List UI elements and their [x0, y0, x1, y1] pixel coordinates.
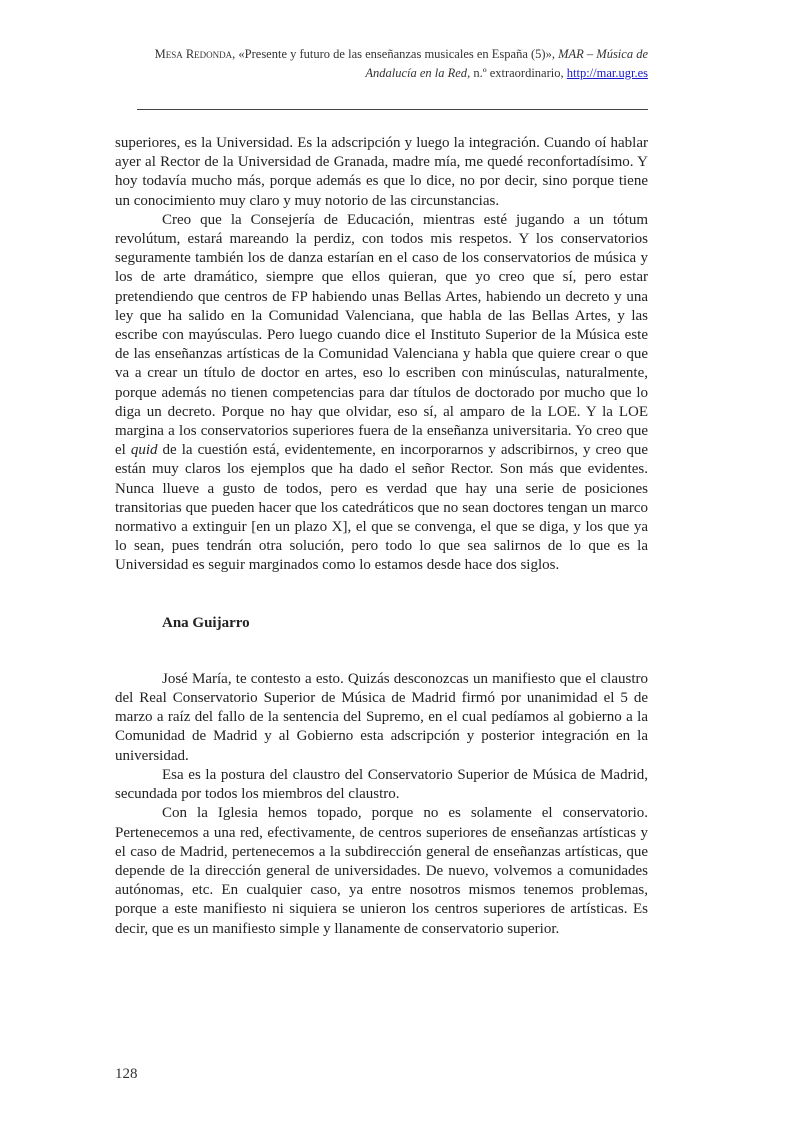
header-line-1 [100, 45, 648, 64]
paragraph-2-italic-quid: quid [130, 442, 158, 459]
journal-url-link[interactable]: http://mar.ugr.es [566, 66, 648, 80]
paragraph-2-part-b: de la cuestión está, evidentemente, en incorporarnos y adscribirnos, y creo que están muy claros los ejemplos que ha dado el señor Rector. Son más que evidentes. Nunca llueve a gusto de todos, pero es verdad que hay una serie de posiciones transitorias que pueden hacer que los catedráticos que no sean doctores tengan un marco normativo a extinguir [en un plazo X], el que se convenga, el que se diga, y los que ya lo sean, pues tendrán otra solución, pero todo lo que sea salirnos de lo que es la Universidad es seguir marginados como lo estamos desde hace dos siglos. [115, 442, 649, 574]
main-text [115, 134, 648, 939]
header-author: Mesa Redonda [154, 47, 233, 61]
paragraph-2 [115, 211, 648, 576]
paragraph-3: José María, te contesto a esto. Quizás desconozcas un manifiesto que el claustro del Real Conservatorio Superior de Música de Madrid firmó por unanimidad el 5 de marzo a raíz del fallo de la sentencia del Supremo, en el cual pedíamos al gobierno a la Comunidad de Madrid y al Gobierno esta adscripción y posterior integración en la universidad. [115, 670, 648, 764]
header-journal-1: MAR – Música de [558, 47, 648, 61]
paragraph-5: Con la Iglesia hemos topado, porque no es solamente el conservatorio. Pertenecemos a una red, efectivamente, de centros superiores de enseñanzas artísticas y el caso de Madrid, pertenecemos a la subdirección general de enseñanzas artísticas, que depende de la dirección general de universidades. De nuevo, volvemos a comunidades autónomas, etc. En cualquier caso, ya entre nosotros mismos tenemos problemas, porque a este manifiesto ni siquiera se unieron los centros superiores de artísticas. Es decir, que es un manifiesto simple y llanamente de conservatorio superior. [115, 805, 648, 937]
header-issue: , n.º extraordinario, [467, 66, 567, 80]
page-number: 128 [115, 1066, 138, 1082]
paragraph-1: superiores, es la Universidad. Es la adscripción y luego la integración. Cuando oí hablar ayer al Rector de la Universidad de Granada, madre mía, me quedé reconfortadísimo. Y hoy todavía mucho más, porque además es que lo dice, no por decir, sino porque tiene un conocimiento muy claro y muy notorio de las circunstancias. [115, 135, 648, 209]
paragraph-2-part-a: Creo que la Consejería de Educación, mientras esté jugando a un tótum revolútum, estará mareando la perdiz, con todos mis respetos. Y los conservatorios seguramente también los de danza estarían en el caso de los conservatorios de música y los de arte dramático, siempre que ellos quieran, que yo creo que sí, pero estar pretendiendo que centros de FP habiendo unas Bellas Artes, habiendo un decreto y una ley que ha salido en la Comunidad Valenciana, que habla de las Bellas Artes, y las escribe con mayúsculas. Pero luego cuando dice el Instituto Superior de la Música este de las enseñanzas artísticas de la Comunidad Valenciana y habla que quiere crear o que va a crear un título de doctor en artes, eso lo escriben con minúsculas, naturalmente, porque además no tienen competencias para dar títulos de doctorado por mucho que lo diga un decreto. Porque no hay que olvidar, eso sí, al amparo de la LOE. Y la LOE margina a los conservatorios superiores fuera de la enseñanza universitaria. Yo creo que el [115, 211, 648, 459]
header-divider [137, 109, 648, 110]
running-header [100, 45, 648, 83]
header-line-2 [100, 64, 648, 83]
header-journal-2: Andalucía en la Red [365, 66, 468, 80]
paragraph-4: Esa es la postura del claustro del Conservatorio Superior de Música de Madrid, secundada por todos los miembros del claustro. [115, 766, 648, 803]
speaker-heading: Ana Guijarro [162, 614, 250, 631]
header-title: , «Presente y futuro de las enseñanzas musicales en España (5)», [232, 47, 559, 61]
